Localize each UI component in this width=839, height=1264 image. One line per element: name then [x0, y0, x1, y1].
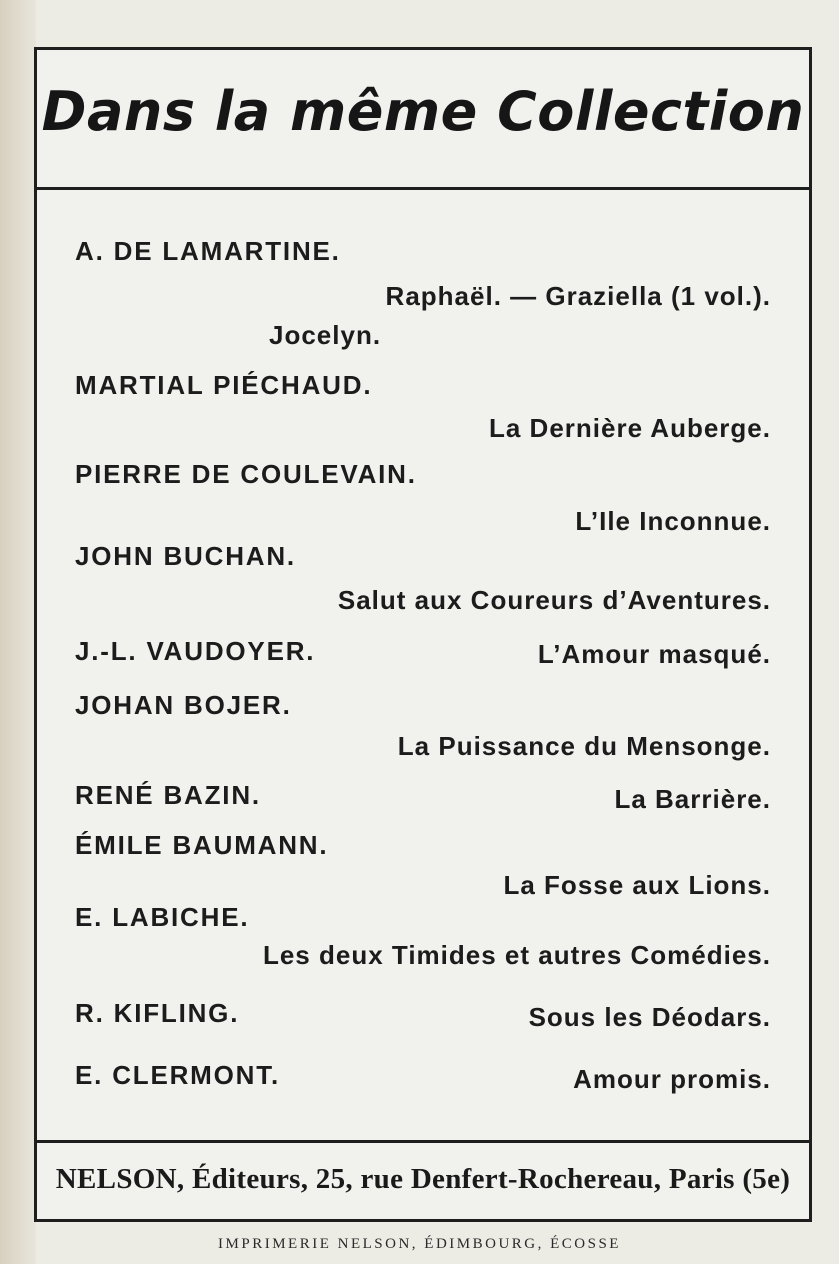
printer-line: IMPRIMERIE NELSON, ÉDIMBOURG, ÉCOSSE	[218, 1236, 621, 1252]
work-puissance-mensonge: La Puissance du Mensonge.	[397, 731, 771, 761]
author-baumann: ÉMILE BAUMANN.	[75, 830, 329, 860]
work-derniere-auberge: La Dernière Auberge.	[488, 413, 771, 443]
work-ile-inconnue: L’Ile Inconnue.	[575, 506, 771, 536]
author-coulevain: PIERRE DE COULEVAIN.	[75, 459, 417, 489]
publisher-box	[37, 1140, 809, 1219]
author-piechaud: MARTIAL PIÉCHAUD.	[75, 370, 373, 400]
publisher-line: NELSON, Éditeurs, 25, rue Denfert-Rochereau, Paris (5e)	[55, 1163, 791, 1195]
work-raphael-graziella: Raphaël. — Graziella (1 vol.).	[385, 281, 771, 311]
header-box	[37, 50, 809, 190]
work-amour-promis: Amour promis.	[573, 1064, 771, 1094]
author-lamartine: A. DE LAMARTINE.	[75, 236, 341, 266]
author-bojer: JOHAN BOJER.	[75, 690, 292, 720]
book-list	[37, 190, 809, 1140]
work-sous-deodars: Sous les Déodars.	[528, 1002, 771, 1032]
author-bazin: RENÉ BAZIN.	[75, 780, 261, 810]
page-edge-stain	[0, 0, 36, 1264]
author-buchan: JOHN BUCHAN.	[75, 541, 296, 571]
page-title: Dans la même Collection	[41, 80, 805, 143]
author-labiche: E. LABICHE.	[75, 902, 250, 932]
author-vaudoyer: J.-L. VAUDOYER.	[75, 636, 316, 666]
author-clermont: E. CLERMONT.	[75, 1060, 281, 1090]
catalog-frame	[34, 47, 812, 1222]
work-jocelyn: Jocelyn.	[269, 320, 382, 350]
work-barriere: La Barrière.	[614, 784, 771, 814]
work-salut-aventures: Salut aux Coureurs d’Aventures.	[337, 585, 771, 615]
work-amour-masque: L’Amour masqué.	[537, 639, 771, 669]
author-kifling: R. KIFLING.	[75, 998, 240, 1028]
work-deux-timides: Les deux Timides et autres Comédies.	[262, 940, 771, 970]
work-fosse-lions: La Fosse aux Lions.	[503, 870, 771, 900]
